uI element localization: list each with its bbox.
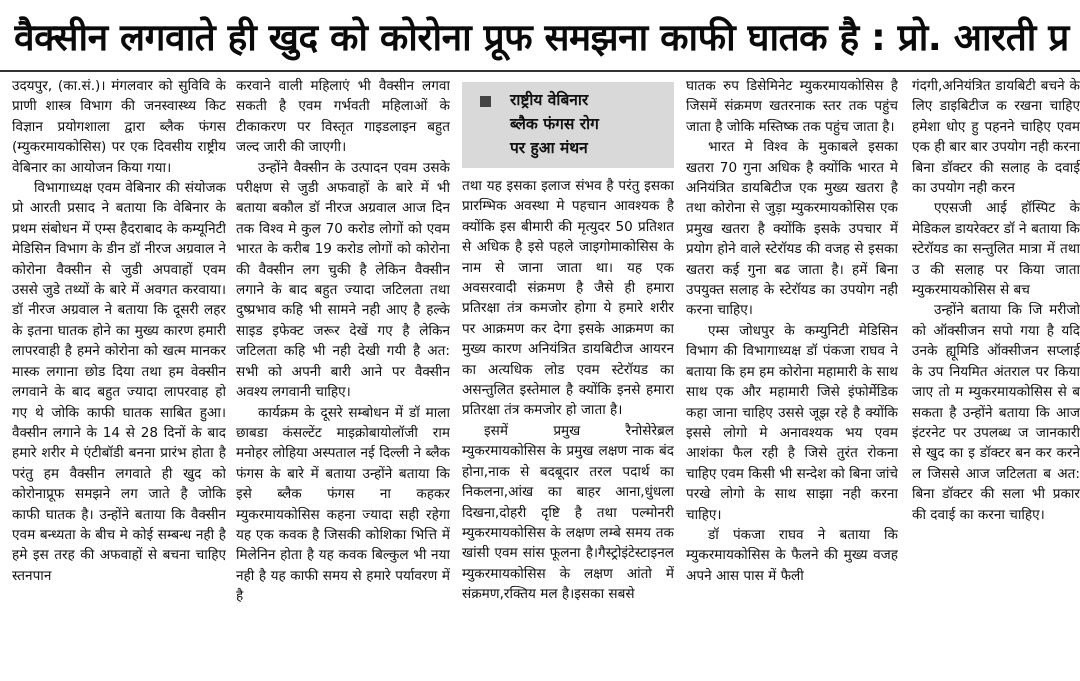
sidebar-highlight-box (462, 82, 674, 168)
square-bullet-icon (480, 96, 491, 107)
paragraph: उन्होंने बताया कि जि मरीजो को ऑक्सीजन सपो गया है यदि उनके ह्यूमिडि ऑक्सीजन सप्लाई के उप नियमित अंतराल पर किया जाए तो म म्युकरमायकोसिस से ब सकता है उन्होंने बताया कि आज इंटरनेट पर उपलब्ध ज जानकारी से खुद का इ डॉक्टर बन कर करने ल जिससे आज जटिलता ब अत: बिना डॉक्टर की सला भी प्रकार की दवाई का करना चाहिए। (912, 302, 1080, 523)
paragraph: घातक रुप डिसेमिनेट म्युकरमायकोसिस है जिसमें संक्रमण खतरनाक स्तर तक पहुंच जाता है जोकि मस्तिष्क तक पहुंच जाता है। (686, 78, 898, 135)
highlight-line: राष्ट्रीय वेबिनार (510, 91, 589, 109)
paragraph: भारत मे विश्व के मुकाबले इसका खतरा 70 गुना अधिक है क्योंकि भारत मे अनियंत्रित डायबिटीज एक मुख्य खतरा है तथा कोरोना से जुड़ा म्युकरमायकोसिस एक प्रमुख खतरा है क्योंकि इसके उपचार में प्रयोग होने वाले स्टेरॉयड की वजह से इसका खतरा कई गुना बढ जाता है। हमें बिना उपयुक्त सलाह के स्टेरॉयड का उपयोग नही करना चाहिए। (686, 139, 898, 319)
paragraph: उदयपुर, (का.सं.)। मंगलवार को सुविवि के प्राणी शास्त्र विभाग की जनस्वास्थ्य किट विज्ञान प्रयोगशाला द्वारा ब्लैक फंगस (म्युकरमायकोसिस) पर एक दिवसीय राष्ट्रीय वेबिनार का आयोजन किया गया। (12, 78, 226, 176)
paragraph: कार्यक्रम के दूसरे सम्बोधन में डॉ माला छाबडा कंसल्टेंट माइक्रोबायोलॉजी राम मनोहर लोहिया अस्पताल नई दिल्ली ने ब्लैक फंगस के बारे में बताया उन्होंने बताया कि इसे ब्लैक फंगस ना कहकर म्युकरमायकोसिस कहना ज्यादा सही रहेगा यह एक कवक है जिसकी कोशिका भित्ति में मिलेनिन होता है यह कवक बिल्कुल भी नया नही है यह काफी समय से हमारे पर्यावरण में है (236, 404, 450, 605)
paragraph: डॉ पंकजा राघव ने बताया कि म्युकरमायकोसिस के फैलने की मुख्य वजह अपने आस पास में फैली (686, 526, 898, 584)
headline: वैक्सीन लगवाते ही खुद को कोरोना प्रूफ समझना काफी घातक है : प्रो. आरती प्र (14, 16, 1069, 59)
sidebar-highlight-text (510, 88, 670, 160)
headline-rule (0, 70, 1080, 72)
paragraph: तथा यह इसका इलाज संभव है परंतु इसका प्रारम्भिक अवस्था मे पहचान आवश्यक है क्योंकि इस बीमारी की मृत्युदर 50 प्रतिशत से अधिक है इसे पहले जाइगोमाकोसिस के नाम से जाना जाता था। यह एक अवसरवादी संक्रमण है जैसे ही हमारा प्रतिरक्षा तंत्र कमजोर होगा ये हमारे शरीर पर आक्रमण कर देगा इसके आक्रमण का मुख्य कारण अनियंत्रित डायबिटीज आयरन का अत्यधिक लोड एवम स्टेरॉयड का असन्तुलित इस्तेमाल है क्योंकि इनसे हमारा प्रतिरक्षा तंत्र कमजोर हो जाता है। (462, 178, 674, 419)
highlight-line: पर हुआ मंथन (510, 139, 588, 157)
paragraph: एएसजी आई हॉस्पिट के मेडिकल डायरेक्टर डॉ ने बताया कि स्टेरॉयड का सन्तुलित मात्रा में तथा उ की सलाह पर किया जाता म्युकरमायकोसिस से बच (912, 200, 1080, 299)
article-column-4 (686, 76, 898, 676)
paragraph: इसमें प्रमुख रैनोसेरेब्रल म्युकरमायकोसिस के प्रमुख लक्षण नाक बंद होना,नाक से बदबूदार तरल पदार्थ का निकलना,आंख का बाहर आना,धुंधला दिखना,दोहरी दृष्टि है तथा पल्मोनरी म्युकरमायकोसिस के लक्षण लम्बे समय तक खांसी एवम सांस फूलना है।गैस्ट्रोइंटेस्टाइनल म्युकरमायकोसिस के लक्षण आंतो में संक्रमण,रक्तिय मल है।इसका सबसे (462, 422, 674, 603)
highlight-line: ब्लैक फंगस रोग (510, 115, 599, 133)
article-column-5 (912, 76, 1080, 676)
paragraph: एम्स जोधपुर के कम्युनिटी मेडिसिन विभाग की विभागाध्यक्ष डॉ पंकजा राघव ने बताया कि हम हम कोरोना महामारी के साथ साथ एक और महामारी जिसे इंफोर्मेडिक कहा जाना चाहिए उससे जूझ रहे है क्योंकि इससे लोगो मे अनावश्यक भय एवम आशंका फैल रही है जिसे तुरंत रोकना चाहिए एवम किसी भी सन्देश को बिना जांचे परखे लोगो के साथ साझा नही करना चाहिए। (686, 322, 898, 523)
paragraph: उन्होंने वैक्सीन के उत्पादन एवम उसके परीक्षण से जुडी अफवाहों के बारे में भी बताया बकौल डॉ नीरज अग्रवाल आज दिन तक विश्व मे कुल 70 करोड लोगों को एवम भारत के करीब 19 करोड लोगों को कोरोना की वैक्सीन लग चुकी है लेकिन वैक्सीन लगाने के बाद बहुत ज्यादा जटिलता तथा दुष्प्रभाव कहि भी सामने नही आए है हल्के साइड इफेक्ट जरूर देखें गए है लेकिन जटिलता कहि भी नही देखी गयी है अत: सभी को अपनी बारी आने पर वैक्सीन अवश्य लगवानी चाहिए। (236, 159, 450, 401)
article-column-3 (462, 176, 674, 676)
paragraph: विभागाध्यक्ष एवम वेबिनार की संयोजक प्रो आरती प्रसाद ने बताया कि वेबिनार के प्रथम संबोधन में एम्स हैदराबाद के कम्यूनिटी मेडिसिन विभाग के डीन डॉ नीरज अग्रवाल ने कोरोना वैक्सीन से जुडी अपवाहों एवम उससे जुडे तथ्यों के बारे में अवगत करवाया। डॉ नीरज अग्रवाल ने बताया कि दूसरी लहर के इतना घातक होने का मुख्य कारण हमारी लापरवाही है हमने कोरोना को खत्म मानकर मास्क लगाना छोड दिया तथा हम वेक्सीन लगवाने के बाद बहुत ज्यादा लापरवाह हो गए थे जोकि काफी घातक साबित हुआ। वैक्सीन लगाने के 14 से 28 दिनों के बाद हमारे शरीर मे एंटीबॉडी बनना प्रारंभ होता है परंतु हम वैक्सीन लगवाते ही खुद को कोरोनाप्रूफ समझने लग जाते है जोकि काफी घातक है। उन्होंने बताया कि वैक्सीन एवम बन्ध्यता के बीच मे कोई सम्बन्ध नही है हमे इस तरह की अफवाहों से बचना चाहिए स्तनपान (12, 180, 226, 584)
paragraph: गंदगी,अनियंत्रित डायबिटी बचने के लिए डाइबिटीज क रखना चाहिए हमेशा धोए हु पहनने चाहिए एवम एक ही बार बार उपयोग नही करना बिना डॉक्टर की सलाह के दवाई का उपयोग नही करन (912, 78, 1080, 197)
article-column-2 (236, 76, 450, 676)
article-column-1 (12, 76, 226, 676)
paragraph: करवाने वाली महिलाएं भी वैक्सीन लगवा सकती है एवम गर्भवती महिलाओं के टीकाकरण पर विस्तृत गाइडलाइन बहुत जल्द जारी की जाएगी। (236, 78, 450, 156)
